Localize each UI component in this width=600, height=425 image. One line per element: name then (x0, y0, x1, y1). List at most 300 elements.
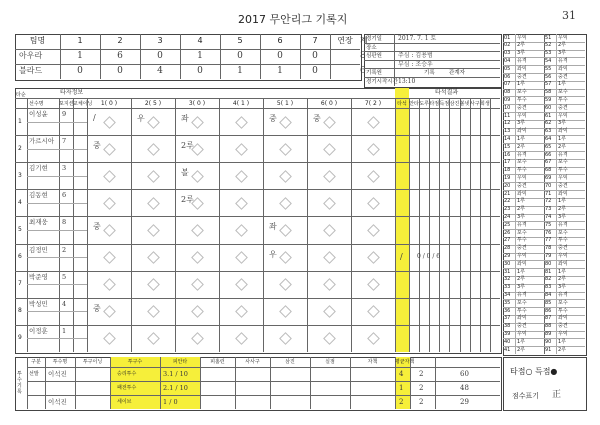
info-value: 부심 : 조승우 (398, 60, 433, 68)
code-position: 3루 (558, 214, 567, 220)
player-name: 이성윤 (29, 110, 48, 118)
code-position: 유격 (517, 292, 527, 299)
code-position: 투수 (517, 307, 527, 314)
runs-allowed: 2 (399, 398, 404, 406)
batting-order: 3 (18, 171, 22, 179)
extra-number: 60 (460, 370, 469, 378)
code-number: 88 (545, 323, 552, 330)
plate-appearances: / (400, 252, 403, 262)
base-diamond (235, 333, 248, 346)
base-diamond (235, 305, 248, 318)
player-position: 1 (62, 326, 67, 335)
code-position: 투수 (517, 96, 527, 103)
score-header: 팀명 (29, 36, 46, 45)
inning-header: 4( 1 ) (232, 100, 250, 107)
code-number: 77 (545, 237, 552, 244)
code-number: 17 (504, 159, 511, 166)
code-number: 24 (504, 214, 511, 220)
code-position: 1루 (517, 135, 526, 142)
pitch-header: 평균자책 (395, 359, 415, 365)
code-position: 우익 (558, 253, 568, 260)
batting-order: 8 (18, 307, 22, 315)
special-pitcher-label: 승리투수 (117, 371, 137, 377)
batting-order: 7 (18, 280, 22, 288)
code-position: 우익 (517, 174, 527, 181)
play-mark: / (93, 113, 96, 122)
base-diamond (279, 224, 292, 237)
code-number: 89 (545, 331, 552, 338)
score-cell: 0 (277, 51, 283, 61)
code-position: 우익 (558, 174, 568, 181)
base-diamond (147, 116, 160, 129)
base-diamond (235, 143, 248, 156)
code-position: 좌익 (558, 65, 568, 72)
extra-number: 29 (460, 398, 469, 406)
code-number: 67 (545, 159, 552, 166)
play-mark: 좌 (181, 114, 189, 123)
code-number: 61 (545, 112, 552, 119)
base-diamond (103, 278, 116, 291)
batting-order: 5 (18, 226, 22, 233)
score-header: 7 (312, 36, 318, 45)
code-number: 79 (545, 253, 552, 260)
side-row-divider (503, 143, 585, 144)
pitch-header: 사사구 (245, 359, 260, 365)
base-diamond (367, 143, 380, 156)
score-header: 4 (197, 36, 203, 45)
code-position: 3루 (517, 284, 526, 291)
code-position: 2루 (558, 276, 567, 283)
play-mark: 중 (93, 303, 101, 313)
sub-row-line (27, 203, 87, 204)
side-row-divider (503, 346, 585, 347)
code-number: 53 (545, 50, 552, 57)
code-number: 52 (545, 42, 552, 49)
play-mark: 중 (313, 114, 321, 123)
code-number: 68 (545, 167, 552, 174)
player-position: 9 (62, 110, 67, 118)
base-diamond (323, 251, 336, 264)
pitch-header-bottom (27, 367, 500, 368)
batting-order: 9 (18, 334, 22, 342)
code-number: 57 (545, 81, 552, 88)
summary-header: 사구 (469, 101, 480, 107)
code-position: 1루 (558, 338, 567, 345)
base-diamond (147, 251, 160, 264)
code-position: 2루 (558, 143, 567, 150)
code-number: 19 (504, 174, 511, 181)
code-number: 31 (504, 268, 511, 275)
code-position: 유격 (558, 292, 568, 299)
code-number: 33 (504, 284, 511, 291)
score-cell: 0 (77, 66, 83, 76)
base-diamond (235, 278, 248, 291)
code-number: 26 (504, 229, 511, 236)
play-mark: 좌 (269, 222, 277, 232)
code-number: 51 (545, 34, 552, 41)
side-row-divider (503, 268, 585, 269)
code-number: 37 (504, 315, 511, 322)
info-label: 기록원 (366, 70, 382, 77)
base-diamond (279, 278, 292, 291)
code-number: 78 (545, 245, 552, 252)
code-number: 05 (504, 65, 511, 72)
base-diamond (191, 224, 204, 237)
code-position: 유격 (517, 151, 527, 158)
code-position: 포수 (558, 229, 568, 236)
base-diamond (191, 278, 204, 291)
code-position: 중견 (558, 104, 568, 111)
base-diamond (103, 197, 116, 210)
base-diamond (147, 224, 160, 237)
code-position: 좌익 (517, 65, 527, 72)
pitch-header: 피안타 (172, 359, 188, 365)
code-number: 03 (504, 50, 511, 57)
base-diamond (279, 305, 292, 318)
bat-row-divider (15, 271, 500, 272)
code-position: 중견 (558, 245, 568, 252)
player-position: 2 (62, 245, 67, 254)
sub-row-line (27, 230, 87, 231)
code-position: 우익 (517, 112, 527, 119)
code-position: 포수 (558, 299, 568, 306)
pitch-header: 실점 (325, 359, 335, 365)
pitcher-name: 이석진 (48, 398, 67, 406)
code-number: 80 (545, 260, 552, 267)
code-position: 포수 (517, 229, 527, 236)
base-diamond (103, 116, 116, 129)
base-diamond (147, 197, 160, 210)
player-position: 6 (62, 191, 67, 200)
position-header: 포지션 (59, 101, 74, 107)
sub-row-line (27, 257, 87, 258)
code-number: 01 (504, 34, 511, 41)
code-number: 83 (545, 284, 552, 291)
special-pitcher-label: 패전투수 (117, 385, 137, 391)
play-mark: 2루 (181, 195, 194, 205)
side-row-divider (503, 190, 585, 191)
batting-order: 4 (18, 198, 22, 206)
base-diamond (323, 170, 336, 183)
code-position: 3루 (517, 120, 526, 127)
base-diamond (279, 251, 292, 264)
code-position: 2루 (517, 143, 526, 150)
pitch-col-divider (435, 357, 436, 409)
code-position: 3루 (517, 214, 526, 220)
score-cell: 8 (360, 51, 366, 61)
extra-number: 48 (460, 384, 469, 392)
code-position: 좌익 (558, 128, 568, 135)
mark-legend: 타점○ 득점● (510, 367, 558, 376)
code-number: 63 (545, 128, 552, 135)
base-diamond (235, 224, 248, 237)
code-number: 18 (504, 167, 511, 174)
score-cell: 0 (312, 66, 318, 76)
inning-header: 1( 0 ) (100, 100, 118, 107)
score-cell: 0 (157, 51, 163, 61)
bat-row-divider (15, 244, 500, 245)
side-row-divider (503, 42, 585, 43)
side-row-divider (503, 159, 585, 160)
code-number: 20 (504, 182, 511, 189)
score-header: 1 (77, 36, 83, 45)
pitching-side-label: 투수기록 (17, 371, 22, 395)
side-row-divider (503, 57, 585, 58)
code-position: 투수 (558, 96, 568, 103)
side-row-divider (503, 104, 585, 105)
score-header: 5 (237, 36, 243, 45)
page-title: 2017 무안리그 기록지 (238, 13, 348, 26)
base-diamond (367, 116, 380, 129)
side-row-divider (503, 284, 585, 285)
code-number: 10 (504, 104, 511, 111)
code-position: 좌익 (558, 315, 568, 322)
side-row-divider (503, 245, 585, 246)
code-number: 87 (545, 315, 552, 322)
name-header: 선수명 (29, 101, 44, 107)
base-diamond (103, 305, 116, 318)
code-position: 좌익 (517, 190, 527, 197)
pitch-header: 삼진 (285, 359, 295, 365)
bat-row-divider (15, 189, 500, 190)
score-cell: 6 (117, 51, 123, 61)
inning-header: 2( 5 ) (144, 100, 162, 107)
base-diamond (235, 251, 248, 264)
code-number: 25 (504, 221, 511, 228)
code-number: 06 (504, 73, 511, 80)
side-row-divider (503, 182, 585, 183)
side-row-divider (503, 221, 585, 222)
side-row-divider (503, 50, 585, 51)
player-name: 김정민 (29, 245, 48, 254)
code-number: 41 (504, 346, 511, 353)
player-name: 최재웅 (29, 218, 48, 227)
base-diamond (367, 170, 380, 183)
earned-runs: 2 (419, 384, 424, 392)
base-diamond (279, 116, 292, 129)
code-number: 86 (545, 307, 552, 314)
base-diamond (323, 116, 336, 129)
summary-header: 희생 (479, 101, 490, 107)
code-number: 56 (545, 73, 552, 80)
side-row-divider (503, 260, 585, 261)
pitch-count: 1 / 0 (163, 398, 178, 406)
info-extra-label: 기록 (424, 70, 435, 77)
pitch-header: 투구이닝 (82, 359, 103, 365)
side-row-divider (503, 128, 585, 129)
code-position: 2루 (558, 346, 567, 353)
side-row-divider (503, 120, 585, 121)
code-position: 중견 (517, 104, 527, 111)
code-number: 22 (504, 198, 511, 205)
code-position: 중견 (517, 73, 527, 80)
code-number: 85 (545, 299, 552, 306)
code-number: 73 (545, 206, 552, 213)
score-header: 3 (157, 36, 163, 45)
side-row-divider (503, 331, 585, 332)
code-position: 3루 (558, 50, 567, 57)
code-number: 84 (545, 292, 552, 299)
bat-row-divider (15, 162, 500, 163)
base-diamond (103, 170, 116, 183)
code-number: 07 (504, 81, 511, 88)
code-position: 포수 (558, 89, 568, 96)
code-number: 39 (504, 331, 511, 338)
code-position: 중견 (517, 245, 527, 252)
side-row-divider (503, 214, 585, 215)
side-row-divider (503, 315, 585, 316)
summary-header: 타석 (397, 101, 407, 107)
batter-info-label: 타자정보 (60, 89, 84, 96)
score-row-divider (15, 64, 360, 65)
sub-row-line (27, 284, 87, 285)
base-diamond (367, 333, 380, 346)
info-label: 경기일 (366, 36, 382, 42)
score-row-divider (15, 49, 360, 50)
side-row-divider (503, 81, 585, 82)
code-position: 중견 (558, 182, 568, 189)
code-position: 유격 (558, 221, 568, 228)
code-number: 13 (504, 128, 511, 135)
code-number: 55 (545, 65, 552, 72)
code-position: 좌익 (517, 260, 527, 267)
base-diamond (147, 305, 160, 318)
code-number: 34 (504, 292, 511, 299)
player-name: 박성민 (29, 299, 48, 308)
hits-summary: 0 / 0 / 6 (417, 253, 441, 261)
sub-row-line (27, 149, 87, 150)
code-number: 30 (504, 260, 511, 267)
code-number: 40 (504, 338, 511, 345)
code-number: 64 (545, 135, 552, 142)
earned-runs: 2 (419, 398, 424, 406)
base-diamond (367, 251, 380, 264)
pitch-row-divider (27, 395, 500, 396)
info-label: 경기시작시간 (366, 79, 398, 85)
base-diamond (367, 224, 380, 237)
play-mark: 우 (137, 114, 145, 123)
batting-order: 6 (18, 253, 22, 261)
score-team-name: 블라드 (19, 66, 43, 75)
play-mark: 우 (269, 249, 277, 259)
score-cell: 1 (197, 51, 203, 61)
side-row-divider (503, 151, 585, 152)
side-row-divider (503, 338, 585, 339)
code-number: 90 (545, 338, 552, 345)
code-position: 투수 (558, 237, 568, 244)
sub-row-line (27, 176, 87, 177)
sub-row-line (27, 122, 87, 123)
player-name: 박준영 (29, 272, 48, 281)
bat-row-divider (15, 216, 500, 217)
order-header: 타순 (16, 92, 26, 98)
score-cell: 1 (77, 51, 83, 61)
code-position: 투수 (517, 237, 527, 244)
score-cell: 0 (237, 51, 243, 61)
code-position: 유격 (558, 151, 568, 158)
code-position: 2루 (517, 206, 526, 213)
code-position: 우익 (558, 112, 568, 119)
code-position: 1루 (558, 135, 567, 142)
side-row-divider (503, 73, 585, 74)
sub-row-line (27, 311, 87, 312)
play-mark: 중 (93, 222, 101, 232)
base-diamond (279, 197, 292, 210)
base-diamond (323, 224, 336, 237)
score-header: 6 (277, 36, 283, 45)
code-number: 74 (545, 214, 552, 220)
sub-row-line (27, 338, 87, 339)
side-row-divider (503, 253, 585, 254)
side-row-divider (503, 237, 585, 238)
base-diamond (235, 170, 248, 183)
code-number: 75 (545, 221, 552, 228)
code-number: 65 (545, 143, 552, 150)
score-header: 2 (117, 36, 123, 45)
code-number: 35 (504, 299, 511, 306)
side-row-divider (503, 135, 585, 136)
code-number: 91 (545, 346, 552, 353)
play-mark: 중 (93, 141, 101, 151)
side-row-divider (503, 299, 585, 300)
base-diamond (323, 278, 336, 291)
pitch-header: 투수명 (52, 359, 68, 365)
code-number: 81 (545, 268, 552, 275)
code-number: 23 (504, 206, 511, 213)
info-label: 장소 (366, 44, 377, 51)
code-position: 1루 (517, 198, 526, 205)
score-header: 계 (360, 36, 368, 45)
code-number: 62 (545, 120, 552, 127)
side-row-divider (503, 89, 585, 90)
code-number: 08 (504, 89, 511, 96)
info-label: 심판원 (366, 53, 382, 60)
base-diamond (103, 251, 116, 264)
side-sub-divider (556, 34, 557, 354)
code-position: 투수 (558, 167, 568, 174)
side-row-divider (503, 167, 585, 168)
code-position: 우익 (517, 34, 527, 41)
score-cell: 0 (117, 66, 123, 76)
code-position: 2루 (558, 206, 567, 213)
pitcher-name: 이석진 (48, 370, 67, 378)
code-position: 좌익 (558, 260, 568, 267)
runs-allowed: 4 (399, 370, 404, 378)
player-position: 8 (62, 218, 67, 227)
side-row-divider (503, 206, 585, 207)
score-cell: 4 (157, 66, 163, 76)
base-diamond (191, 333, 204, 346)
code-number: 32 (504, 276, 511, 283)
pitcher-role: 선발 (29, 371, 39, 377)
bat-row-divider (15, 298, 500, 299)
code-number: 70 (545, 182, 552, 189)
player-position: 3 (62, 164, 67, 173)
summary-header: 도루 (419, 101, 429, 107)
code-number: 28 (504, 245, 511, 252)
bat-row-divider (15, 325, 500, 326)
code-position: 우익 (558, 331, 568, 338)
base-diamond (323, 143, 336, 156)
code-position: 2루 (558, 42, 567, 49)
base-diamond (279, 143, 292, 156)
score-cell: 1 (237, 66, 243, 76)
inning-header: 6( 0 ) (320, 100, 338, 107)
pitch-header: 구분 (31, 359, 41, 365)
special-pitcher-label: 세이브 (117, 399, 132, 405)
code-position: 중견 (517, 323, 527, 330)
code-number: 16 (504, 151, 511, 158)
